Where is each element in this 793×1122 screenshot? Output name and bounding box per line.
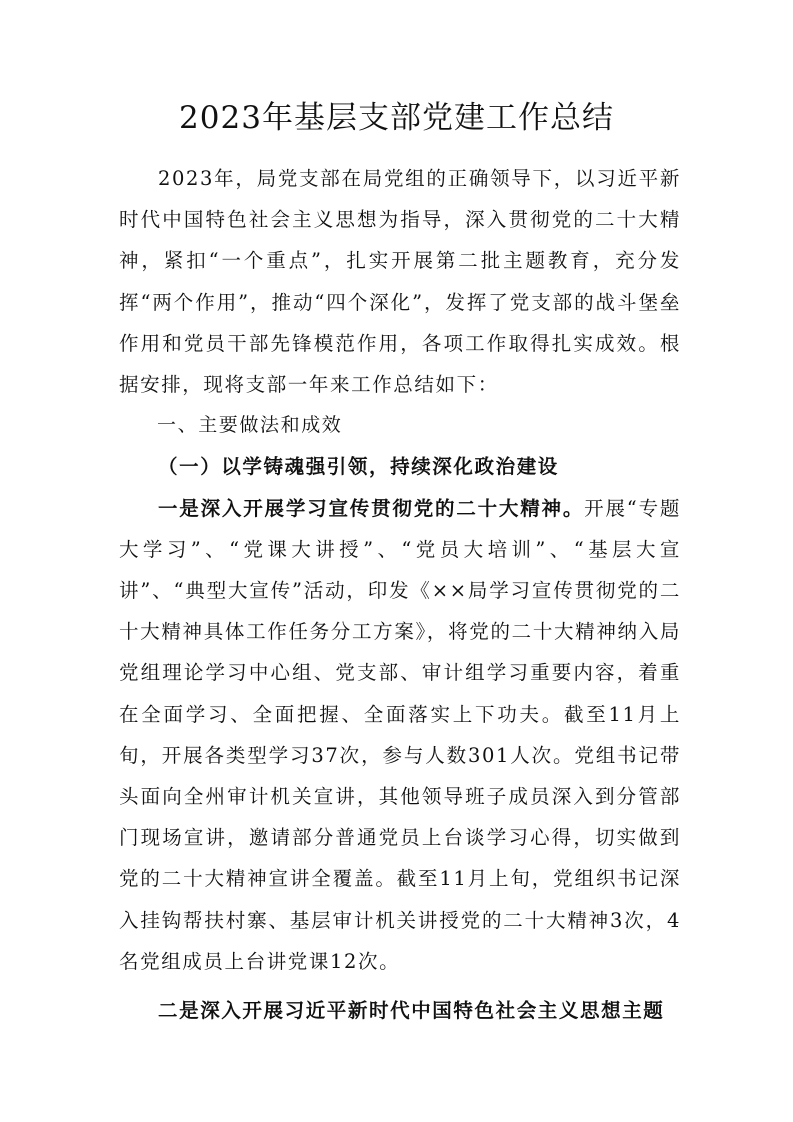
paragraph-1-lead: 一是深入开展学习宣传贯彻党的二十大精神。 (158, 496, 585, 520)
intro-paragraph: 2023年，局党支部在局党组的正确领导下，以习近平新时代中国特色社会主义思想为指导，深入贯彻党的二十大精神，紧扣“一个重点”，扎实开展第二批主题教育，充分发挥“两个作用”，推动“四个深化”，发挥了党支部的战斗堡垒作用和党员干部先锋模范作用，各项工作取得扎实成效。根据安排，现将支部一年来工作总结如下： (119, 167, 681, 397)
paragraph-1 (119, 488, 681, 982)
section-heading: 一、主要做法和成效 (157, 414, 343, 437)
document-title: 2023年基层支部党建工作总结 (179, 100, 614, 136)
paragraph-2-lead: 二是深入开展习近平新时代中国特色社会主义思想主题 (158, 999, 665, 1023)
subsection-heading: （一）以学铸魂强引领，持续深化政治建设 (158, 455, 559, 479)
document-body (119, 158, 681, 1031)
paragraph-1-body: 开展“专题大学习”、“党课大讲授”、“党员大培训”、“基层大宣讲”、“典型大宣传”活动，印发《××局学习宣传贯彻党的二十大精神具体工作任务分工方案》，将党的二十大精神纳入局党组理论学习中心组、党支部、审计组学习重要内容，着重在全面学习、全面把握、全面落实上下功夫。截至11月上旬，开展各类型学习37次，参与人数301人次。党组书记带头面向全州审计机关宣讲，其他领导班子成员深入到分管部门现场宣讲，邀请部分普通党员上台谈学习心得，切实做到党的二十大精神宣讲全覆盖。截至11月上旬，党组织书记深入挂钩帮扶村寨、基层审计机关讲授党的二十大精神3次，4名党组成员上台讲党课12次。 (119, 496, 681, 973)
